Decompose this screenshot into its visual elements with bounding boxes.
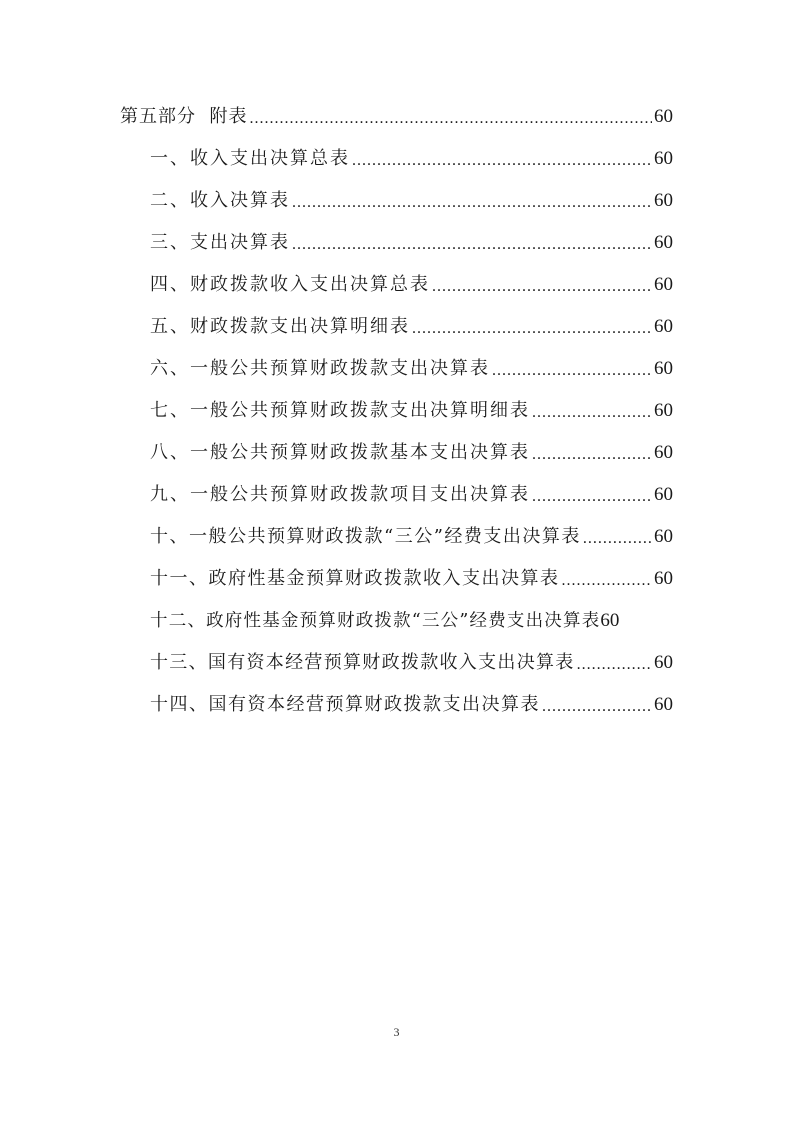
toc-item-label: 九、一般公共预算财政拨款项目支出决算表: [150, 484, 530, 505]
toc-item-label: 十四、国有资本经营预算财政拨款支出决算表: [150, 694, 540, 715]
toc-item-label: 五、财政拨款支出决算明细表: [150, 316, 410, 337]
toc-item-label: 八、一般公共预算财政拨款基本支出决算表: [150, 442, 530, 463]
toc-item-label: 四、财政拨款收入支出决算总表: [150, 274, 430, 295]
toc-leader-dots: [249, 107, 652, 131]
toc-leader-dots: [352, 149, 652, 173]
toc-page-number: 60: [654, 148, 673, 169]
toc-item[interactable]: [150, 145, 673, 173]
toc-leader-dots: [532, 401, 652, 425]
toc-item-label: 六、一般公共预算财政拨款支出决算表: [150, 358, 490, 379]
toc-page-number: 60: [654, 358, 673, 379]
toc-page-number: 60: [654, 652, 673, 673]
toc-page-number: 60: [654, 190, 673, 211]
toc-leader-dots: [292, 191, 652, 215]
toc-page-number: 60: [654, 274, 673, 295]
toc-item-label: 三、支出决算表: [150, 232, 290, 253]
toc-item[interactable]: [150, 229, 673, 257]
toc-page-number: 60: [654, 568, 673, 589]
page-number: 3: [393, 1025, 400, 1039]
toc-item[interactable]: [150, 523, 673, 551]
toc-page-number: 60: [654, 526, 673, 547]
toc-item-label: 十一、政府性基金预算财政拨款收入支出决算表: [150, 568, 560, 589]
toc-leader-dots: [532, 485, 652, 509]
toc-item[interactable]: [150, 271, 673, 299]
toc-leader-dots: [292, 233, 652, 257]
toc-leader-dots: [583, 527, 652, 551]
toc-item-label: 十二、政府性基金预算财政拨款“三公”经费支出决算表: [150, 611, 601, 631]
toc-page-number: 60: [654, 694, 673, 715]
toc-item[interactable]: [150, 481, 673, 509]
toc-part-five[interactable]: [120, 103, 673, 131]
toc-item[interactable]: [150, 355, 673, 383]
toc-item[interactable]: [150, 565, 673, 593]
toc-page-number: 60: [654, 316, 673, 337]
toc-item[interactable]: [150, 649, 673, 677]
toc-leader-dots: [577, 653, 652, 677]
toc-leader-dots: [532, 443, 652, 467]
toc-page-number: 60: [654, 400, 673, 421]
toc-page-number: 60: [654, 442, 673, 463]
toc-item-label: 一、收入支出决算总表: [150, 148, 350, 169]
toc-item[interactable]: [150, 691, 673, 719]
toc-item[interactable]: [150, 313, 673, 341]
toc-leader-dots: [432, 275, 652, 299]
toc-item-label: 十、一般公共预算财政拨款“三公”经费支出决算表: [150, 526, 581, 547]
toc-item-label: 十三、国有资本经营预算财政拨款收入支出决算表: [150, 652, 575, 673]
toc-page-number: 60: [654, 232, 673, 253]
toc-item[interactable]: [150, 397, 673, 425]
toc-leader-dots: [492, 359, 652, 383]
toc-leader-dots: [412, 317, 652, 341]
toc-item-label: 七、一般公共预算财政拨款支出决算明细表: [150, 400, 530, 421]
toc-part-label: 第五部分 附表: [120, 106, 248, 127]
toc-item[interactable]: [150, 607, 679, 635]
toc-page-number: 60: [654, 484, 673, 505]
toc-item-label: 二、收入决算表: [150, 190, 290, 211]
toc-leader-dots: [542, 695, 652, 719]
toc-item[interactable]: [150, 439, 673, 467]
toc-leader-dots: [562, 569, 653, 593]
toc-page-number: 60: [600, 610, 620, 631]
toc-item[interactable]: [150, 187, 673, 215]
toc-page-number: 60: [654, 106, 673, 127]
